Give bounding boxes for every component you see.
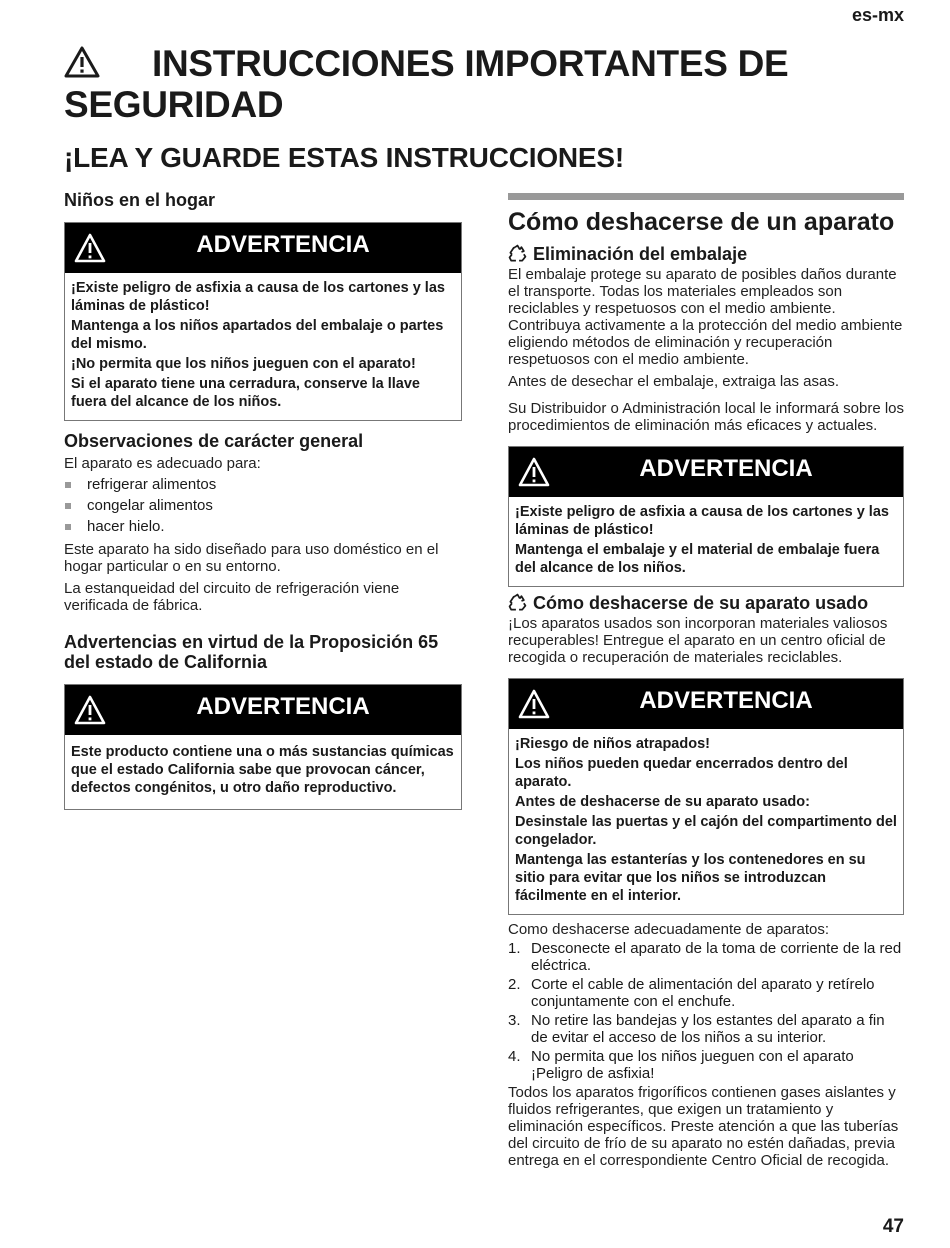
disposal-heading: Cómo deshacerse de un aparato (508, 208, 895, 236)
warning-label: ADVERTENCIA (639, 687, 813, 714)
list-item: refrigerar alimentos (64, 474, 462, 495)
warning-line: Mantenga las estanterías y los contenedores en su sitio para evitar que los niños se introduzcan fácilmente en el interior. (515, 852, 866, 904)
packaging-paragraph: El embalaje protege su aparato de posibles daños durante el transporte. Todas los materiales empleados son reciclables y respetuosos con el medio ambiente. Contribuya activamente a la protección del medio ambiente eligiendo métodos de eliminación y recuperación respetuosos con el medio ambiente. (508, 266, 903, 368)
disposal-steps (508, 940, 904, 1082)
packaging-paragraph: Antes de desechar el embalaje, extraiga las asas. (508, 373, 840, 390)
warning-line: ¡Existe peligro de asfixia a causa de los cartones y las láminas de plástico! (71, 280, 445, 314)
warning-body (509, 729, 903, 914)
page-title (64, 44, 904, 124)
packaging-paragraph: Su Distribuidor o Administración local le informará sobre los procedimientos de eliminación más eficaces y actuales. (508, 400, 905, 434)
usage-list (64, 474, 462, 537)
list-item (508, 1012, 904, 1046)
page-subtitle: ¡LEA Y GUARDE ESTAS INSTRUCCIONES! (64, 142, 624, 173)
warning-line: ¡Riesgo de niños atrapados! (515, 736, 710, 752)
warning-label: ADVERTENCIA (196, 693, 370, 720)
used-appliance-heading (508, 593, 904, 613)
warning-line: Desinstale las puertas y el cajón del compartimento del congelador. (515, 814, 897, 848)
general-intro: El aparato es adecuado para: (64, 455, 261, 472)
warning-header (509, 679, 903, 729)
packaging-heading-text: Eliminación del embalaje (533, 244, 748, 264)
packaging-warning-box (508, 446, 904, 587)
used-appliance-heading-text: Cómo deshacerse de su aparato usado (533, 593, 869, 613)
prop65-heading: Advertencias en virtud de la Proposición 65 del estado de California (64, 632, 439, 672)
step-number: 2. (508, 976, 521, 993)
general-paragraph: Este aparato ha sido diseñado para uso doméstico en el hogar particular o en su entorno. (64, 541, 439, 575)
page-number: 47 (882, 1216, 904, 1237)
step-text: Desconecte el aparato de la toma de corriente de la red eléctrica. (531, 940, 902, 974)
general-heading: Observaciones de carácter general (64, 431, 364, 451)
list-item: hacer hielo. (64, 516, 462, 537)
list-item: congelar alimentos (64, 495, 462, 516)
packaging-heading (508, 244, 904, 264)
warning-body (509, 497, 903, 586)
prop65-warning-box (64, 684, 462, 810)
step-number: 1. (508, 940, 521, 957)
warning-line: Mantenga el embalaje y el material de embalaje fuera del alcance de los niños. (515, 542, 880, 576)
step-number: 3. (508, 1012, 521, 1029)
step-text: No permita que los niños jueguen con el aparato ¡Peligro de asfixia! (531, 1048, 854, 1082)
warning-triangle-icon (64, 46, 100, 85)
section-divider (508, 193, 904, 200)
warning-line: ¡Existe peligro de asfixia a causa de los cartones y las láminas de plástico! (515, 504, 889, 538)
list-item (508, 940, 904, 974)
list-item (508, 1048, 904, 1082)
recycle-icon (508, 593, 527, 612)
warning-line: Este producto contiene una o más sustancias químicas que el estado California sabe que provocan cáncer, defectos congénitos, u otro daño reproductivo. (71, 744, 454, 796)
steps-intro: Como deshacerse adecuadamente de aparatos: (508, 921, 830, 938)
warning-line: Mantenga a los niños apartados del embalaje o partes del mismo. (71, 318, 444, 352)
warning-line: ¡No permita que los niños jueguen con el aparato! (71, 356, 416, 372)
step-number: 4. (508, 1048, 521, 1065)
warning-header (65, 685, 461, 735)
left-column (64, 190, 462, 810)
list-item (508, 976, 904, 1010)
warning-body (65, 273, 461, 420)
entrapment-warning-box (508, 678, 904, 915)
kids-warning-box (64, 222, 462, 421)
warning-line: Antes de deshacerse de su aparato usado: (515, 794, 810, 810)
warning-label: ADVERTENCIA (196, 231, 370, 258)
kids-heading: Niños en el hogar (64, 190, 216, 210)
warning-header (65, 223, 461, 273)
used-paragraph: ¡Los aparatos usados son incorporan materiales valiosos recuperables! Entregue el aparato en un centro oficial de recogida o recuperación de materiales reciclables. (508, 615, 888, 666)
step-text: No retire las bandejas y los estantes del aparato a fin de evitar el acceso de los niños a su interior. (531, 1012, 885, 1046)
page-title-text: INSTRUCCIONES IMPORTANTES DE SEGURIDAD (64, 43, 789, 125)
warning-label: ADVERTENCIA (639, 455, 813, 482)
step-text: Corte el cable de alimentación del aparato y retírelo conjuntamente con el enchufe. (531, 976, 875, 1010)
warning-line: Si el aparato tiene una cerradura, conserve la llave fuera del alcance de los niños. (71, 376, 420, 410)
recycle-icon (508, 244, 527, 263)
warning-line: Los niños pueden quedar encerrados dentro del aparato. (515, 756, 848, 790)
right-column (508, 208, 904, 1169)
warning-body (65, 735, 461, 809)
language-code: es-mx (851, 5, 904, 25)
warning-header (509, 447, 903, 497)
closing-paragraph: Todos los aparatos frigoríficos contienen gases aislantes y fluidos refrigerantes, que exigen un tratamiento y eliminación específicos. Preste atención a que las tuberías del circuito de frío de su aparato no estén dañadas, previa entrega en el correspondiente Centro Oficial de recogida. (508, 1084, 899, 1169)
general-paragraph: La estanqueidad del circuito de refrigeración viene verificada de fábrica. (64, 580, 400, 614)
